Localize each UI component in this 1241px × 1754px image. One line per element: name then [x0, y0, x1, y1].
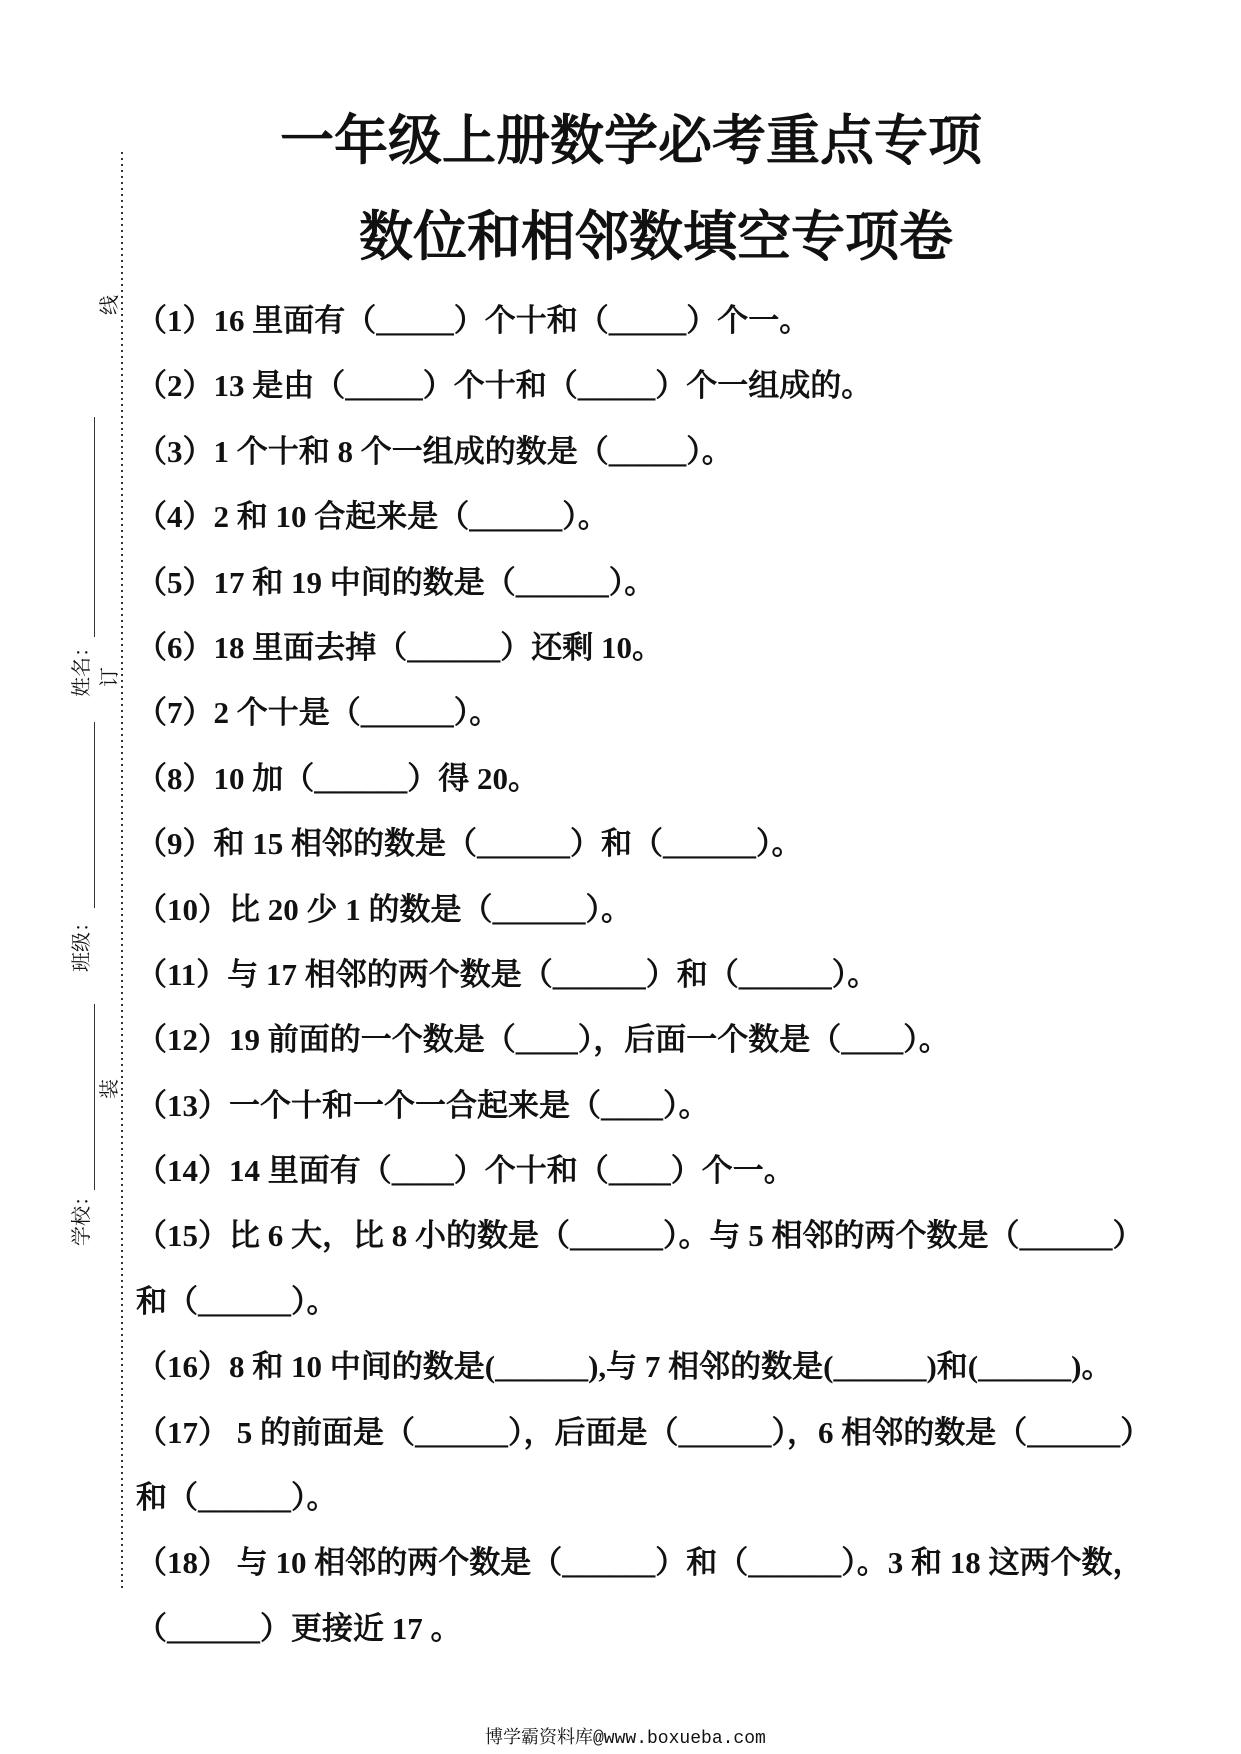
question-10-text: （10）比 20 少 1 的数是（______）。: [136, 891, 632, 927]
worksheet-title-line-1: 一年级上册数学必考重点专项: [280, 111, 982, 171]
question-7: [136, 680, 1151, 745]
question-15: [136, 1203, 1151, 1334]
binding-mark-zhuang: 装: [99, 1079, 121, 1099]
binding-dotted-line: [121, 152, 123, 1588]
question-15-line-1: （15）比 6 大，比 8 小的数是（______）。与 5 相邻的两个数是（______）: [136, 1218, 1144, 1254]
school-field-label: 学校：: [71, 1186, 93, 1246]
question-14-text: （14）14 里面有（____）个十和（____）个一。: [136, 1153, 795, 1189]
question-10: [136, 877, 1151, 942]
binding-mark-xian: 线: [99, 295, 121, 315]
question-5-text: （5）17 和 19 中间的数是（______）。: [136, 564, 656, 600]
question-18-line-2: （______）更接近 17 。: [136, 1610, 462, 1646]
question-2: [136, 353, 1151, 418]
question-18: [136, 1530, 1151, 1661]
question-1: [136, 288, 1151, 353]
name-field-label: 姓名：: [71, 637, 93, 697]
name-field-line: [94, 417, 95, 637]
question-5: [136, 550, 1151, 615]
question-6: [136, 615, 1151, 680]
question-11-text: （11）与 17 相邻的两个数是（______）和（______）。: [136, 956, 879, 992]
question-14: [136, 1138, 1151, 1203]
class-field-line: [94, 722, 95, 908]
question-17: [136, 1400, 1151, 1531]
question-2-text: （2）13 是由（_____）个十和（_____）个一组成的。: [136, 368, 873, 404]
question-13: [136, 1073, 1151, 1138]
question-12-text: （12）19 前面的一个数是（____），后面一个数是（____）。: [136, 1022, 950, 1058]
question-12: [136, 1007, 1151, 1072]
school-field-line: [94, 1004, 95, 1190]
question-13-text: （13）一个十和一个一合起来是（____）。: [136, 1087, 710, 1123]
question-6-text: （6）18 里面去掉（______）还剩 10。: [136, 629, 663, 665]
binding-mark-ding: 订: [99, 667, 121, 687]
question-8: [136, 746, 1151, 811]
question-16-text: （16）8 和 10 中间的数是(______),与 7 相邻的数是(______)和(______)。: [136, 1349, 1113, 1385]
question-4-text: （4）2 和 10 合起来是（______）。: [136, 499, 609, 535]
question-3-text: （3）1 个十和 8 个一组成的数是（_____）。: [136, 433, 733, 469]
class-field-label: 班级：: [71, 912, 93, 972]
question-1-text: （1）16 里面有（_____）个十和（_____）个一。: [136, 303, 811, 338]
question-list: [136, 288, 1151, 1661]
worksheet-title-line-2: 数位和相邻数填空专项卷: [359, 207, 953, 267]
question-8-text: （8）10 加（______）得 20。: [136, 760, 539, 796]
question-3: [136, 419, 1151, 484]
question-17-line-1: （17） 5 的前面是（______），后面是（______），6 相邻的数是（______）: [136, 1414, 1152, 1450]
question-18-line-1: （18） 与 10 相邻的两个数是（______）和（______）。3 和 18 这两个数，: [136, 1545, 1144, 1581]
question-9-text: （9）和 15 相邻的数是（______）和（______）。: [136, 826, 803, 862]
question-11: [136, 942, 1151, 1007]
question-15-line-2: 和（______）。: [136, 1283, 338, 1319]
question-17-line-2: 和（______）。: [136, 1480, 338, 1516]
question-9: [136, 811, 1151, 876]
question-4: [136, 484, 1151, 549]
footer-watermark: 博学霸资料库@www.boxueba.com: [485, 1729, 766, 1749]
question-7-text: （7）2 个十是（______）。: [136, 695, 501, 731]
question-16: [136, 1334, 1151, 1399]
